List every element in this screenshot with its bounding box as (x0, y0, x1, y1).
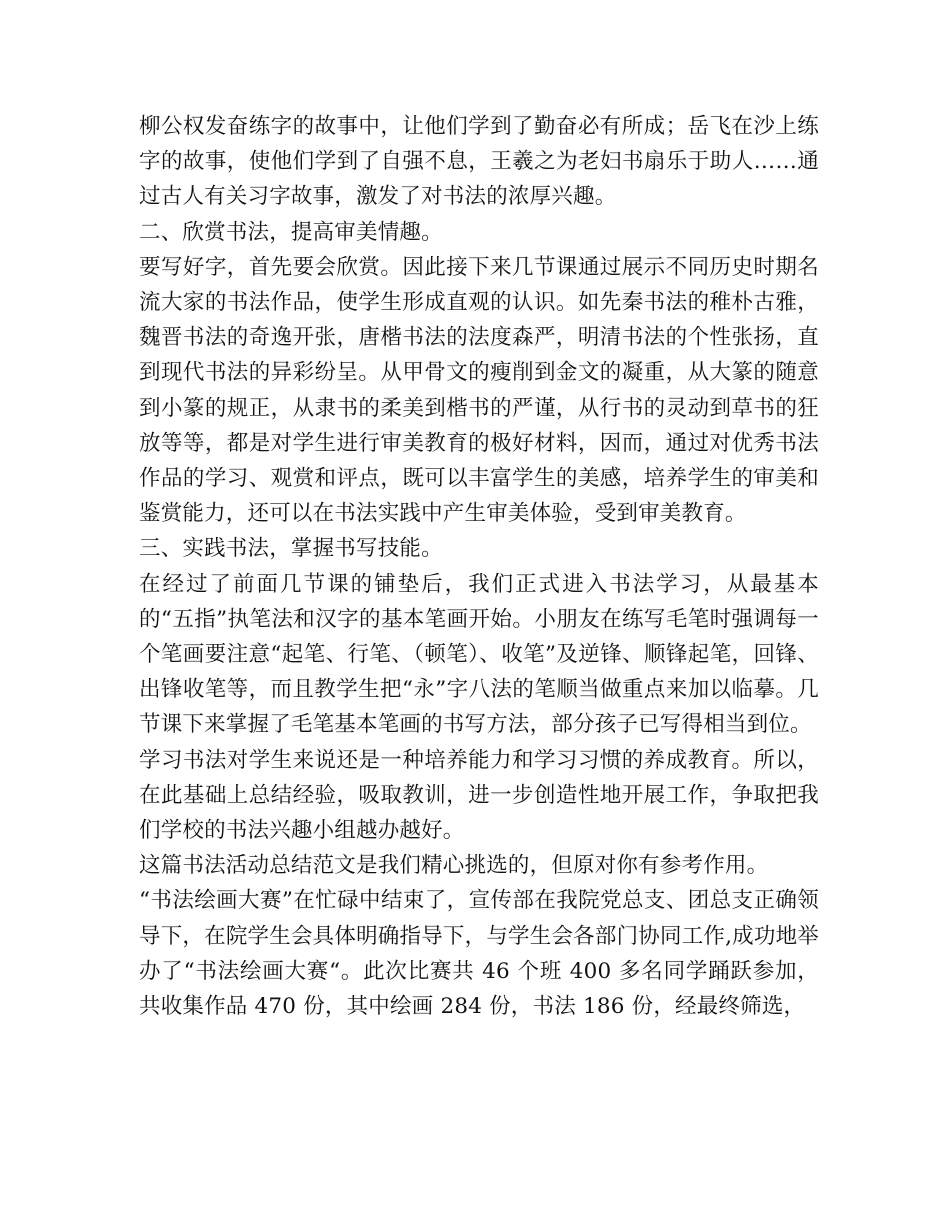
paragraph-contest: “书法绘画大赛”在忙碌中结束了，宣传部在我院党总支、团总支正确领导下，在院学生会具体明确指导下，与学生会各部门协同工作,成功地举办了“书法绘画大赛“。此次比赛共 46 个班 400 多名同学踊跃参加，共收集作品 470 份，其中绘画 284 份，书法 186 份，经最终筛选， (139, 888, 819, 1020)
section-heading-practice: 三、实践书法，掌握书写技能。 (139, 536, 443, 562)
paragraph-note: 这篇书法活动总结范文是我们精心挑选的，但原对你有参考作用。 (139, 853, 769, 879)
document-body (139, 109, 819, 1024)
paragraph-summary: 学习书法对学生来说还是一种培养能力和学习习惯的养成教育。所以，在此基础上总结经验，吸取教训，进一步创造性地开展工作，争取把我们学校的书法兴趣小组越办越好。 (139, 747, 819, 844)
paragraph-appreciation: 要写好字，首先要会欣赏。因此接下来几节课通过展示不同历史时期名流大家的书法作品，使学生形成直观的认识。如先秦书法的稚朴古雅，魏晋书法的奇逸开张，唐楷书法的法度森严，明清书法的个性张扬，直到现代书法的异彩纷呈。从甲骨文的瘦削到金文的凝重，从大篆的随意到小篆的规正，从隶书的柔美到楷书的严谨，从行书的灵动到草书的狂放等等，都是对学生进行审美教育的极好材料，因而，通过对优秀书法作品的学习、观赏和评点，既可以丰富学生的美感，培养学生的审美和鉴赏能力，还可以在书法实践中产生审美体验，受到审美教育。 (139, 254, 819, 527)
paragraph-practice: 在经过了前面几节课的铺垫后，我们正式进入书法学习，从最基本的“五指”执笔法和汉字的基本笔画开始。小朋友在练写毛笔时强调每一个笔画要注意“起笔、行笔、（顿笔）、收笔”及逆锋、顺锋起笔，回锋、出锋收笔等，而且教学生把“永”字八法的笔顺当做重点来加以临摹。几节课下来掌握了毛笔基本笔画的书写方法，部分孩子已写得相当到位。 (139, 571, 819, 738)
section-heading-appreciate: 二、欣赏书法，提高审美情趣。 (139, 219, 443, 245)
paragraph-story-intro: 柳公权发奋练字的故事中，让他们学到了勤奋必有所成；岳飞在沙上练字的故事，使他们学到了自强不息，王羲之为老妇书扇乐于助人……通过古人有关习字故事，激发了对书法的浓厚兴趣。 (139, 114, 819, 210)
